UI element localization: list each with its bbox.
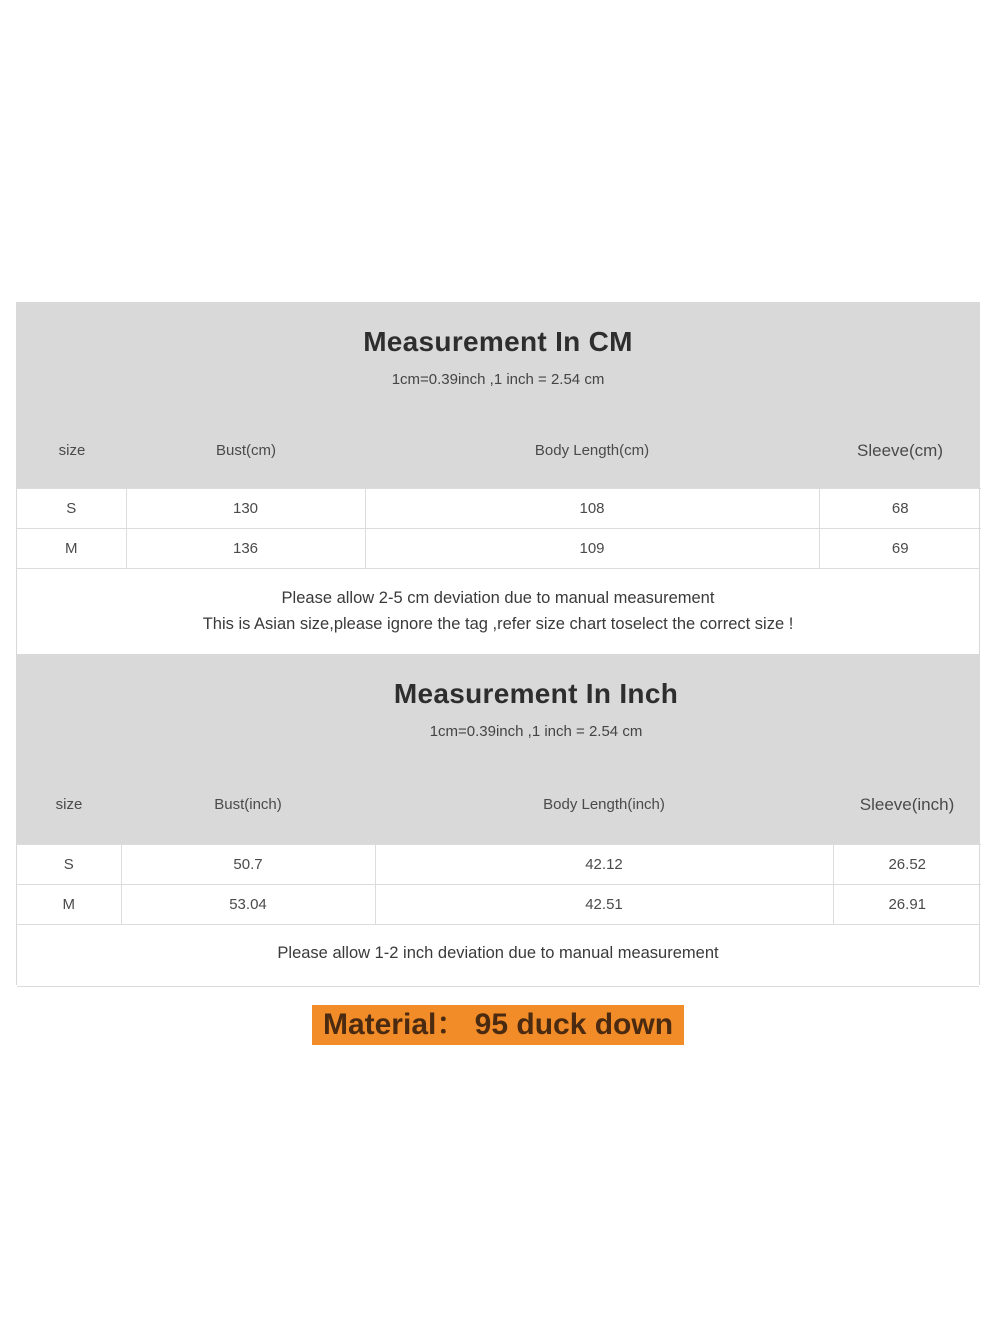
cm-chart-header [17,302,979,488]
cm-size-chart [16,302,980,654]
cm-sleeve-cell: 68 [819,489,981,529]
inch-bust-cell: 53.04 [121,885,375,925]
material-banner: Material： 95 duck down [312,1005,684,1045]
cm-header-size: size [58,442,86,459]
cm-deviation-note: Please allow 2-5 cm deviation due to manual measurement [281,589,715,607]
cm-size-cell: M [17,529,126,569]
inch-size-cell: S [17,845,121,885]
inch-size-chart [16,654,980,985]
inch-header-size: size [55,796,83,813]
cm-deviation-notes [17,568,979,655]
inch-sleeve-cell: 26.91 [833,885,981,925]
inch-size-table [17,844,981,924]
cm-length-cell: 108 [365,489,819,529]
cm-sleeve-cell: 69 [819,529,981,569]
cm-size-table [17,488,981,568]
inch-length-cell: 42.51 [375,885,833,925]
inch-chart-title: Measurement In Inch [393,678,679,709]
inch-deviation-note: Please allow 1-2 inch deviation due to manual measurement [277,944,719,962]
inch-header-body-length: Body Length(inch) [543,796,665,813]
cm-bust-cell: 136 [126,529,365,569]
inch-length-cell: 42.12 [375,845,833,885]
inch-sleeve-cell: 26.52 [833,845,981,885]
cm-header-bust: Bust(cm) [216,442,276,459]
asian-size-note: This is Asian size,please ignore the tag ,refer size chart toselect the correct size ! [202,615,794,633]
table-row [17,845,981,885]
cm-conversion-note: 1cm=0.39inch ,1 inch = 2.54 cm [391,371,605,388]
table-row [17,529,981,569]
cm-header-sleeve: Sleeve(cm) [857,441,943,460]
table-row [17,885,981,925]
cm-chart-title: Measurement In CM [363,326,633,357]
cm-size-cell: S [17,489,126,529]
inch-header-bust: Bust(inch) [214,796,282,813]
table-row [17,489,981,529]
inch-size-cell: M [17,885,121,925]
inch-conversion-note: 1cm=0.39inch ,1 inch = 2.54 cm [429,723,643,740]
inch-deviation-notes [17,924,979,987]
cm-length-cell: 109 [365,529,819,569]
inch-chart-header [17,654,979,844]
cm-header-body-length: Body Length(cm) [534,442,650,459]
inch-header-sleeve: Sleeve(inch) [859,795,955,814]
inch-bust-cell: 50.7 [121,845,375,885]
cm-bust-cell: 130 [126,489,365,529]
